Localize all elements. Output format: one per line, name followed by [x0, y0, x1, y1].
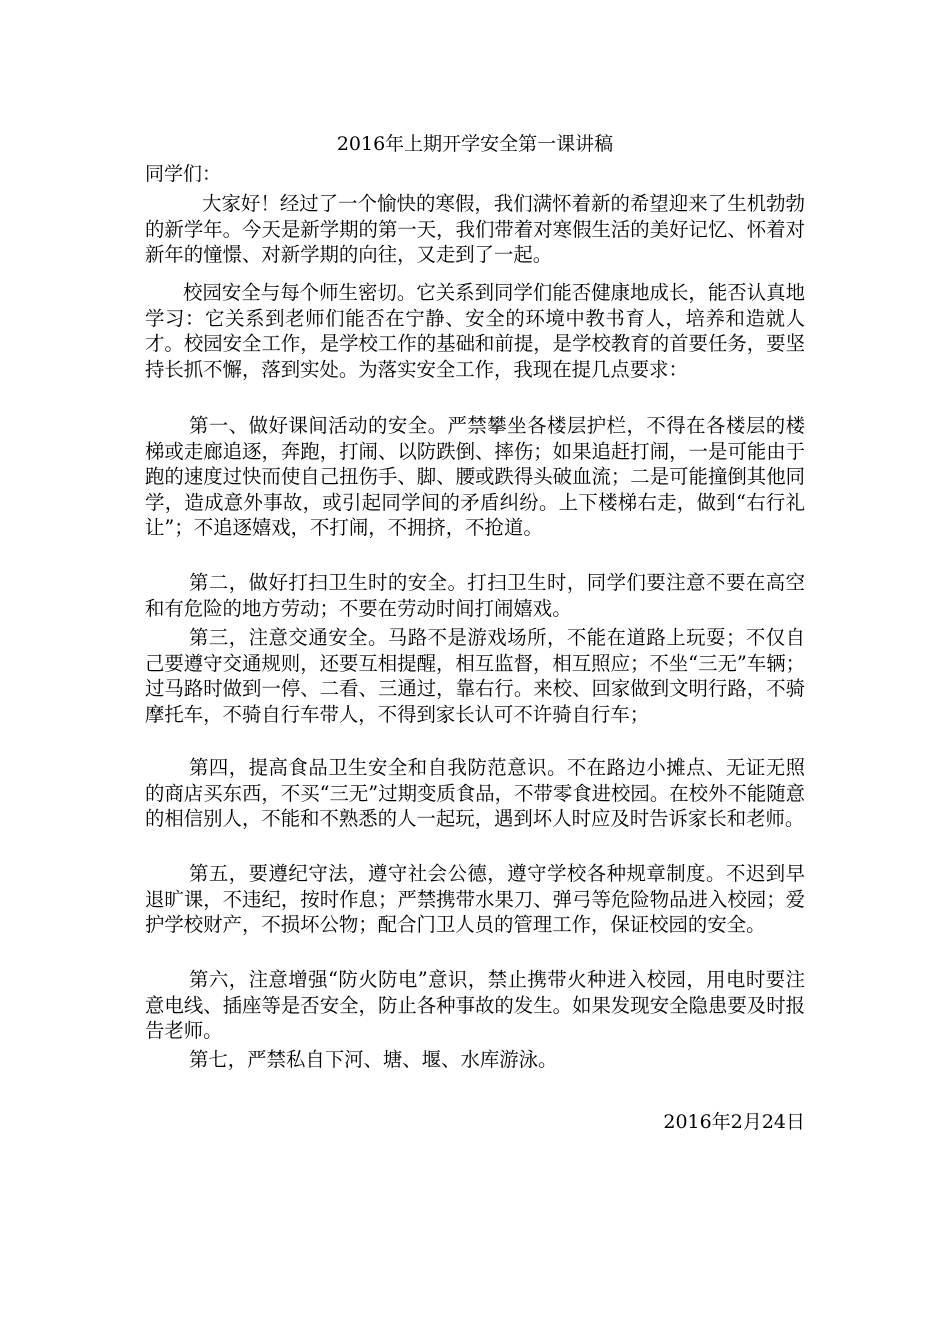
document-title: 2016年上期开学安全第一课讲稿: [336, 133, 614, 155]
paragraph-campus-safety: 校园安全与每个师生密切。它关系到同学们能否健康地成长，能否认真地学习：它关系到老师们能否在宁静、安全的环境中教书育人，培养和造就人才。校园安全工作，是学校工作的基础和前提，是学校教育的首要任务，要坚持长抓不懈，落到实处。为落实安全工作，我现在提几点要求：: [145, 281, 805, 381]
paragraph-rule-7: 第七，严禁私自下河、塘、堰、水库游泳。: [189, 1048, 558, 1071]
document-date: 2016年2月24日: [663, 1111, 805, 1133]
paragraph-rule-3: 第三，注意交通安全。马路不是游戏场所，不能在道路上玩耍；不仅自己要遵守交通规则，还要互相提醒，相互监督，相互照应；不坐“三无”车辆；过马路时做到一停、二看、三通过，靠右行。来校、回家做到文明行路，不骑摩托车，不骑自行车带人，不得到家长认可不许骑自行车；: [145, 626, 805, 726]
paragraph-intro: 大家好！经过了一个愉快的寒假，我们满怀着新的希望迎来了生机勃勃的新学年。今天是新学期的第一天，我们带着对寒假生活的美好记忆、怀着对新年的憧憬、对新学期的向往，又走到了一起。: [145, 192, 805, 266]
greeting: 同学们：: [145, 163, 222, 185]
paragraph-rule-2: 第二，做好打扫卫生时的安全。打扫卫生时，同学们要注意不要在高空和有危险的地方劳动；不要在劳动时间打闹嬉戏。: [145, 571, 805, 620]
paragraph-rule-1: 第一、做好课间活动的安全。严禁攀坐各楼层护栏，不得在各楼层的楼梯或走廊追逐，奔跑，打闹、以防跌倒、摔伤；如果追赶打闹，一是可能由于跑的速度过快而使自己扭伤手、脚、腰或跌得头破血流；二是可能撞倒其他同学，造成意外事故，或引起同学间的矛盾纠纷。上下楼梯右走，做到“右行礼让”；不追逐嬉戏，不打闹，不拥挤，不抢道。: [145, 414, 805, 539]
paragraph-rule-5: 第五，要遵纪守法，遵守社会公德，遵守学校各种规章制度。不迟到早退旷课，不违纪，按时作息；严禁携带水果刀、弹弓等危险物品进入校园；爱护学校财产，不损坏公物；配合门卫人员的管理工作，保证校园的安全。: [145, 862, 805, 936]
paragraph-rule-6: 第六，注意增强“防火防电”意识，禁止携带火种进入校园，用电时要注意电线、插座等是否安全，防止各种事故的发生。如果发现安全隐患要及时报告老师。: [145, 968, 805, 1042]
paragraph-rule-4: 第四，提高食品卫生安全和自我防范意识。不在路边小摊点、无证无照的商店买东西，不买“三无”过期变质食品，不带零食进校园。在校外不能随意的相信别人，不能和不熟悉的人一起玩，遇到坏人时应及时告诉家长和老师。: [145, 756, 805, 830]
